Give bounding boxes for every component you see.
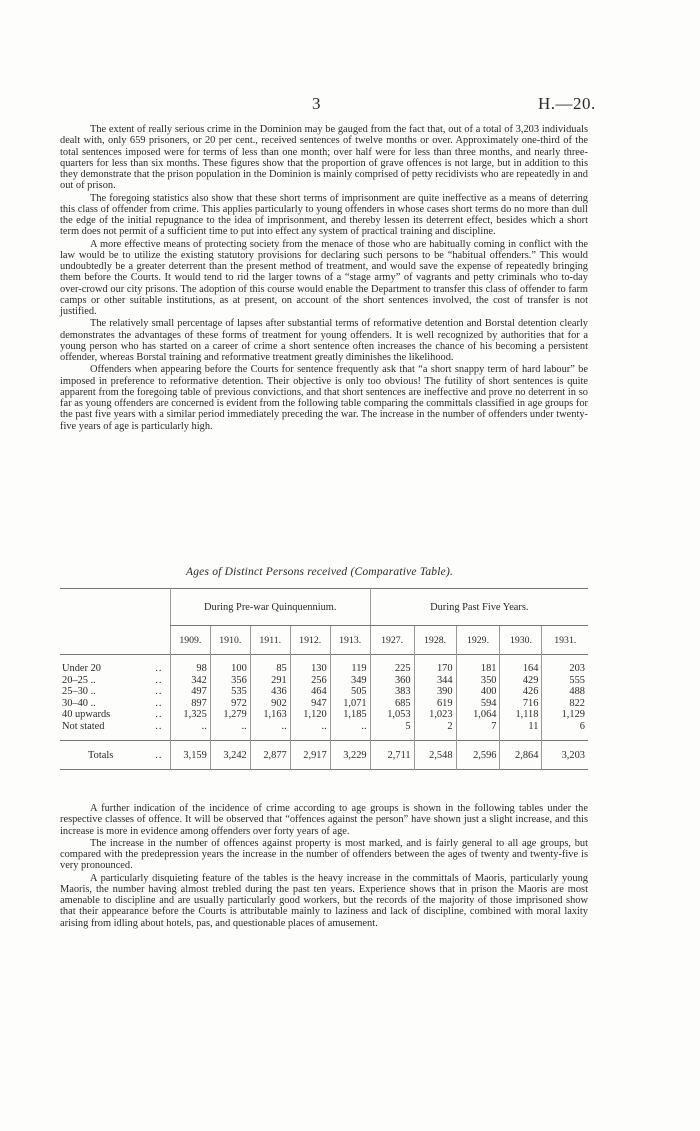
- table-cell: 164: [500, 655, 542, 675]
- table-cell: 342: [170, 675, 210, 687]
- table-cell: 130: [290, 655, 330, 675]
- paragraph: The foregoing statistics also show that these short terms of imprisonment are quite ineffective as a means of deterring this class of offender from crime. This applies particularly to young offenders in whose cases short terms do no more than dull the edge of the initial repugnance to the idea of imprisonment, and thereby lessen its deterrent effect, besides which a short term does not permit of a sufficient time to put into effect any system of practical training and discipline.: [60, 192, 588, 238]
- totals-label: Totals: [88, 749, 114, 761]
- year-header: 1910.: [210, 626, 250, 655]
- table-cell: ..: [210, 721, 250, 741]
- row-dots: ..: [155, 720, 163, 732]
- table-cell: 360: [370, 675, 414, 687]
- page-number: 3: [312, 94, 321, 113]
- paragraph: The increase in the number of offences against property is most marked, and is fairly general to all age groups, but compared with the predepression years the increase in the number of offenders between the ages of twenty and twenty-five is very pronounced.: [60, 837, 588, 872]
- table-cell: 349: [330, 675, 370, 687]
- table-cell: 400: [456, 686, 500, 698]
- table-cell: 685: [370, 698, 414, 710]
- row-label: 20–25 ..: [62, 674, 96, 686]
- year-header: 1909.: [170, 626, 210, 655]
- table-cell: 535: [210, 686, 250, 698]
- table-row: [60, 721, 588, 741]
- table-cell: 429: [500, 675, 542, 687]
- table-cell: ..: [250, 721, 290, 741]
- table-cell: 390: [414, 686, 456, 698]
- row-dots: ..: [155, 749, 163, 761]
- total-cell: 3,203: [542, 741, 588, 770]
- table-row: [60, 709, 588, 721]
- row-dots: ..: [155, 686, 163, 697]
- table-cell: 1,053: [370, 709, 414, 721]
- table-cell: 85: [250, 655, 290, 675]
- table-cell: 6: [542, 721, 588, 741]
- year-header: 1911.: [250, 626, 290, 655]
- table-title: Ages of Distinct Persons received (Comparative Table).: [186, 566, 454, 578]
- text-block-top: [60, 124, 588, 432]
- table-cell: 1,118: [500, 709, 542, 721]
- total-cell: 2,711: [370, 741, 414, 770]
- table-cell: 1,129: [542, 709, 588, 721]
- table-cell: 11: [500, 721, 542, 741]
- row-label: 40 upwards: [62, 709, 111, 720]
- table-cell: 436: [250, 686, 290, 698]
- total-cell: 2,596: [456, 741, 500, 770]
- table-cell: 505: [330, 686, 370, 698]
- table-cell: 822: [542, 698, 588, 710]
- table-cell: 98: [170, 655, 210, 675]
- table-cell: 5: [370, 721, 414, 741]
- totals-row: [60, 741, 588, 770]
- document-code: H.—20.: [538, 94, 596, 113]
- row-label: 25–30 ..: [62, 686, 96, 697]
- row-dots: ..: [155, 697, 163, 709]
- paragraph: A further indication of the incidence of crime according to age groups is shown in the following tables under the respective classes of offence. It will be observed that “offences against the person” have shown just a slight increase, and this increase is more in evidence among offenders over forty years of age.: [60, 803, 588, 837]
- paragraph: A particularly disquieting feature of the tables is the heavy increase in the committals of Maoris, particularly young Maoris, the number having almost trebled during the past ten years. Experience shows that in prison the Maoris are most amenable to discipline and are usually particularly good workers, but the records of the majority of those imprisoned show that their appearance before the Courts is attributable mainly to laziness and lack of discipline, combined with moral laxity arising from idling about hotels, pas, and questionable places of amusement.: [60, 872, 588, 929]
- table-cell: 619: [414, 698, 456, 710]
- table-cell: 1,163: [250, 709, 290, 721]
- table-cell: 225: [370, 655, 414, 675]
- row-dots: ..: [155, 674, 163, 686]
- table-cell: 203: [542, 655, 588, 675]
- group-header-prewar: During Pre-war Quinquennium.: [170, 589, 370, 626]
- total-cell: 2,548: [414, 741, 456, 770]
- table-cell: 897: [170, 698, 210, 710]
- table-cell: 256: [290, 675, 330, 687]
- total-cell: 2,864: [500, 741, 542, 770]
- table-cell: 291: [250, 675, 290, 687]
- total-cell: 2,877: [250, 741, 290, 770]
- table-cell: 344: [414, 675, 456, 687]
- table-cell: 716: [500, 698, 542, 710]
- table-cell: 1,120: [290, 709, 330, 721]
- table-row: [60, 686, 588, 698]
- year-header: 1927.: [370, 626, 414, 655]
- table-cell: 464: [290, 686, 330, 698]
- table-cell: 350: [456, 675, 500, 687]
- group-header-past-five: During Past Five Years.: [370, 589, 588, 626]
- table-cell: 1,071: [330, 698, 370, 710]
- table-cell: 497: [170, 686, 210, 698]
- table-cell: ..: [290, 721, 330, 741]
- year-header: 1931.: [542, 626, 588, 655]
- table-cell: 972: [210, 698, 250, 710]
- table-cell: 1,325: [170, 709, 210, 721]
- table-cell: 383: [370, 686, 414, 698]
- row-dots: ..: [155, 709, 163, 720]
- table-group-header-row: [60, 589, 588, 626]
- table-cell: 7: [456, 721, 500, 741]
- table-row: [60, 675, 588, 687]
- table-cell: 356: [210, 675, 250, 687]
- table-cell: 947: [290, 698, 330, 710]
- row-dots: ..: [155, 663, 163, 674]
- table-cell: 594: [456, 698, 500, 710]
- table-cell: 1,064: [456, 709, 500, 721]
- text-block-bottom: [60, 803, 588, 929]
- year-header: 1929.: [456, 626, 500, 655]
- year-header: 1912.: [290, 626, 330, 655]
- total-cell: 3,229: [330, 741, 370, 770]
- table-cell: 426: [500, 686, 542, 698]
- table-cell: 488: [542, 686, 588, 698]
- table-cell: 170: [414, 655, 456, 675]
- total-cell: 2,917: [290, 741, 330, 770]
- table-cell: ..: [170, 721, 210, 741]
- table-cell: 181: [456, 655, 500, 675]
- table-row: [60, 655, 588, 675]
- table-cell: 2: [414, 721, 456, 741]
- paragraph: The extent of really serious crime in the Dominion may be gauged from the fact that, out of a total of 3,203 individuals dealt with, only 659 prisoners, or 20 per cent., received sentences of twelve months or over. Approximately one-third of the total sentences imposed were for terms of less than one month; over half were for less than three months, and nearly three-quarters for less than six months. These figures show that the proportion of grave offences is not large, but in addition to this they demonstrate that the prison population in the Dominion is mainly comprised of petty recidivists who are repeatedly in and out of prison.: [60, 124, 588, 192]
- paragraph: The relatively small percentage of lapses after substantial terms of reformative detention and Borstal detention clearly demonstrates the advantages of these forms of treatment for young offenders. It is well recognized by authorities that for a young person who has started on a career of crime a short sentence often increases the chance of his becoming a persistent offender, whereas Borstal training and reformative treatment greatly diminishes the likelihood.: [60, 318, 588, 363]
- paragraph: A more effective means of protecting society from the menace of those who are habitually coming in conflict with the law would be to utilize the existing statutory provisions for declaring such persons to be “habitual offenders.” This would undoubtedly be a greater deterrent than the present method of treatment, and would save the expense of repeatedly bringing them before the Courts. It would tend to rid the larger towns of a “stage army” of vagrants and petty criminals who to-day over-crowd our city prisons. The adoption of this course would enable the Department to transfer this class of offender to farm camps or other suitable institutions, as at present, on account of the short sentences involved, the cost of transfer is not justified.: [60, 238, 588, 317]
- row-label: 30–40 ..: [62, 697, 96, 709]
- row-label: Under 20: [62, 663, 101, 674]
- total-cell: 3,159: [170, 741, 210, 770]
- table-row: [60, 698, 588, 710]
- table-cell: 100: [210, 655, 250, 675]
- paragraph: Offenders when appearing before the Courts for sentence frequently ask that “a short snappy term of hard labour” be imposed in preference to reformative detention. Their objective is only too obvious! The futility of short sentences is quite apparent from the foregoing table of previous convictions, and that short sentences are ineffective and prove no deterrent in so far as young offenders are concerned is evident from the following table comparing the committals classified in age groups for the past five years with a similar period immediately preceding the war. The increase in the number of offenders under twenty-five years of age is particularly high.: [60, 364, 588, 432]
- row-label: Not stated: [62, 720, 105, 732]
- year-header: 1928.: [414, 626, 456, 655]
- table-cell: 1,185: [330, 709, 370, 721]
- ages-table: [60, 588, 588, 770]
- total-cell: 3,242: [210, 741, 250, 770]
- table-cell: 1,279: [210, 709, 250, 721]
- table-cell: ..: [330, 721, 370, 741]
- year-header: 1913.: [330, 626, 370, 655]
- table-year-header-row: [60, 626, 588, 655]
- table-cell: 555: [542, 675, 588, 687]
- table-cell: 1,023: [414, 709, 456, 721]
- table-cell: 119: [330, 655, 370, 675]
- year-header: 1930.: [500, 626, 542, 655]
- table-cell: 902: [250, 698, 290, 710]
